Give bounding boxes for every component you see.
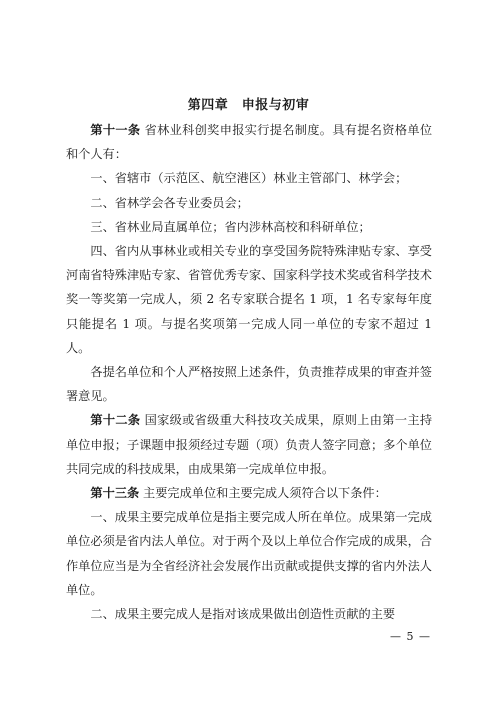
article-label: 第十一条 xyxy=(90,123,141,137)
paragraph-text: 一、成果主要完成单位是指主要完成人所在单位。成果第一完成单位必须是省内法人单位。对于两个及以上单位合作完成的成果，合作单位应当是为全省经济社会发展作出贡献或提供支撑的省内外法人单位。 xyxy=(66,510,432,597)
paragraph-text: 一、省辖市（示范区、航空港区）林业主管部门、林学会； xyxy=(90,171,408,186)
paragraph-text: 主要完成单位和主要完成人须符合以下条件： xyxy=(143,486,387,501)
paragraph-text: 各提名单位和个人严格按照上述条件，负责推荐成果的审查并签署意见。 xyxy=(66,365,432,404)
article-12-paragraph xyxy=(66,408,432,481)
article-13-paragraph xyxy=(66,481,432,505)
list-item-1 xyxy=(66,166,432,190)
list-item-4 xyxy=(66,239,432,360)
condition-item-1 xyxy=(66,505,432,602)
paragraph-text: 省林业科创奖申报实行提名制度。具有提名资格单位和个人有： xyxy=(66,123,433,162)
article-label: 第十二条 xyxy=(90,413,141,428)
paragraph-text: 三、省林业局直属单位；省内涉林高校和科研单位； xyxy=(90,219,371,234)
chapter-title: 第四章 申报与初审 xyxy=(187,98,310,113)
paragraph-text: 二、成果主要完成人是指对该成果做出创造性贡献的主要 xyxy=(90,607,396,622)
list-item-3 xyxy=(66,215,432,239)
condition-item-2 xyxy=(66,602,432,626)
paragraph-text: 四、省内从事林业或相关专业的享受国务院特殊津贴专家、享受河南省特殊津贴专家、省管优秀专家、国家科学技术奖或省科学技术奖一等奖第一完成人，须 2 名专家联合提名 1 项，1 名专家每年度只能提名 1 项。与提名奖项第一完成人同一单位的专家不超过 1 人。 xyxy=(66,244,432,355)
page-number: — 5 — xyxy=(390,630,431,643)
paragraph-text: 国家级或省级重大科技攻关成果，原则上由第一主持单位申报；子课题申报须经过专题（项）负责人签字同意；多个单位共同完成的科技成果，由成果第一完成单位申报。 xyxy=(66,413,433,476)
paragraph-text: 二、省林学会各专业委员会； xyxy=(90,195,249,210)
article-label: 第十三条 xyxy=(90,486,140,501)
body-text xyxy=(66,118,432,626)
article-11-paragraph xyxy=(66,118,432,166)
review-paragraph xyxy=(66,360,432,408)
list-item-2 xyxy=(66,191,432,215)
